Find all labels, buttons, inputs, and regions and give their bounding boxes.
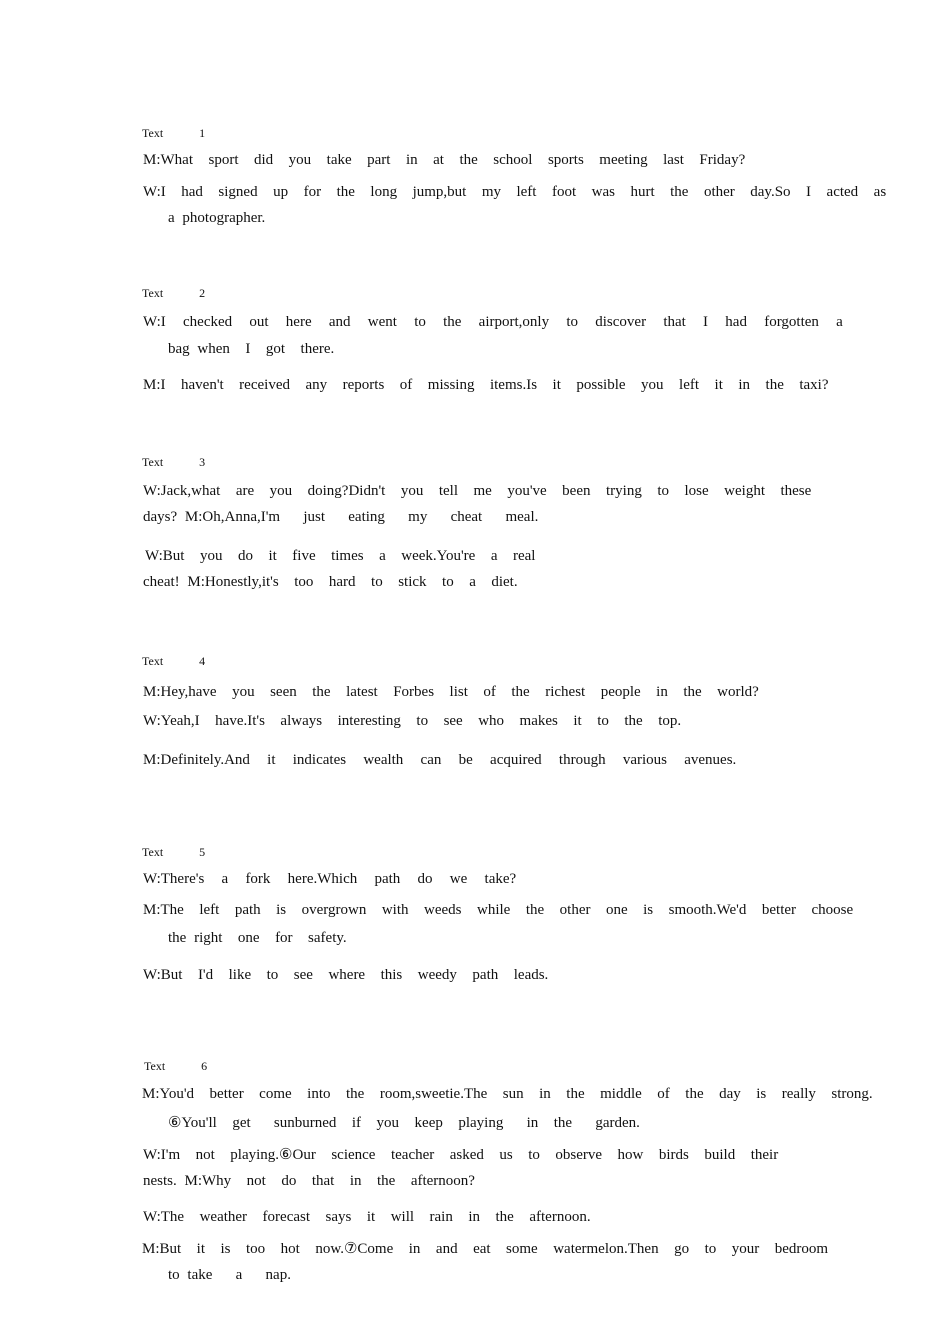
dialogue-line: W:The weather forecast says it will rain in the afternoon.	[143, 1209, 591, 1225]
section-heading: Text 5	[142, 845, 206, 859]
section-heading: Text 4	[142, 654, 206, 668]
section-heading: Text 2	[142, 286, 206, 300]
section-heading: Text 6	[144, 1059, 208, 1073]
dialogue-line: a photographer.	[168, 210, 266, 226]
dialogue-line: W:But I'd like to see where this weedy path leads.	[143, 967, 549, 983]
dialogue-line: M:But it is too hot now.⑦Come in and eat some watermelon.Then go to your bedroom	[142, 1241, 829, 1257]
dialogue-line: W:Yeah,I have.It's always interesting to see who makes it to the top.	[143, 713, 682, 729]
dialogue-line: cheat! M:Honestly,it's too hard to stick to a diet.	[143, 574, 518, 590]
dialogue-line: M:I haven't received any reports of missing items.Is it possible you left it in the taxi?	[143, 377, 829, 393]
dialogue-line: W:But you do it five times a week.You're a real	[145, 548, 536, 564]
dialogue-line: M:The left path is overgrown with weeds while the other one is smooth.We'd better choose	[143, 902, 854, 918]
dialogue-line: the right one for safety.	[168, 930, 347, 946]
dialogue-line: W:I had signed up for the long jump,but my left foot was hurt the other day.So I acted as	[143, 184, 887, 200]
dialogue-line: W:Jack,what are you doing?Didn't you tell me you've been trying to lose weight these	[143, 483, 812, 499]
dialogue-line: to take a nap.	[168, 1267, 291, 1283]
dialogue-line: nests. M:Why not do that in the afternoon?	[143, 1173, 475, 1189]
dialogue-line: M:Definitely.And it indicates wealth can be acquired through various avenues.	[143, 752, 737, 768]
dialogue-line: days? M:Oh,Anna,I'm just eating my cheat meal.	[143, 509, 539, 525]
dialogue-line: W:There's a fork here.Which path do we take?	[143, 871, 517, 887]
section-heading: Text 3	[142, 455, 206, 469]
dialogue-line: M:What sport did you take part in at the school sports meeting last Friday?	[143, 152, 746, 168]
dialogue-line: W:I checked out here and went to the airport,only to discover that I had forgotten a	[143, 314, 843, 330]
dialogue-line: bag when I got there.	[168, 341, 335, 357]
dialogue-line: W:I'm not playing.⑥Our science teacher asked us to observe how birds build their	[143, 1147, 779, 1163]
dialogue-line: ⑥You'll get sunburned if you keep playing in the garden.	[168, 1115, 640, 1131]
dialogue-line: M:You'd better come into the room,sweetie.The sun in the middle of the day is really strong.	[142, 1086, 873, 1102]
section-heading: Text 1	[142, 126, 206, 140]
dialogue-line: M:Hey,have you seen the latest Forbes list of the richest people in the world?	[143, 684, 759, 700]
